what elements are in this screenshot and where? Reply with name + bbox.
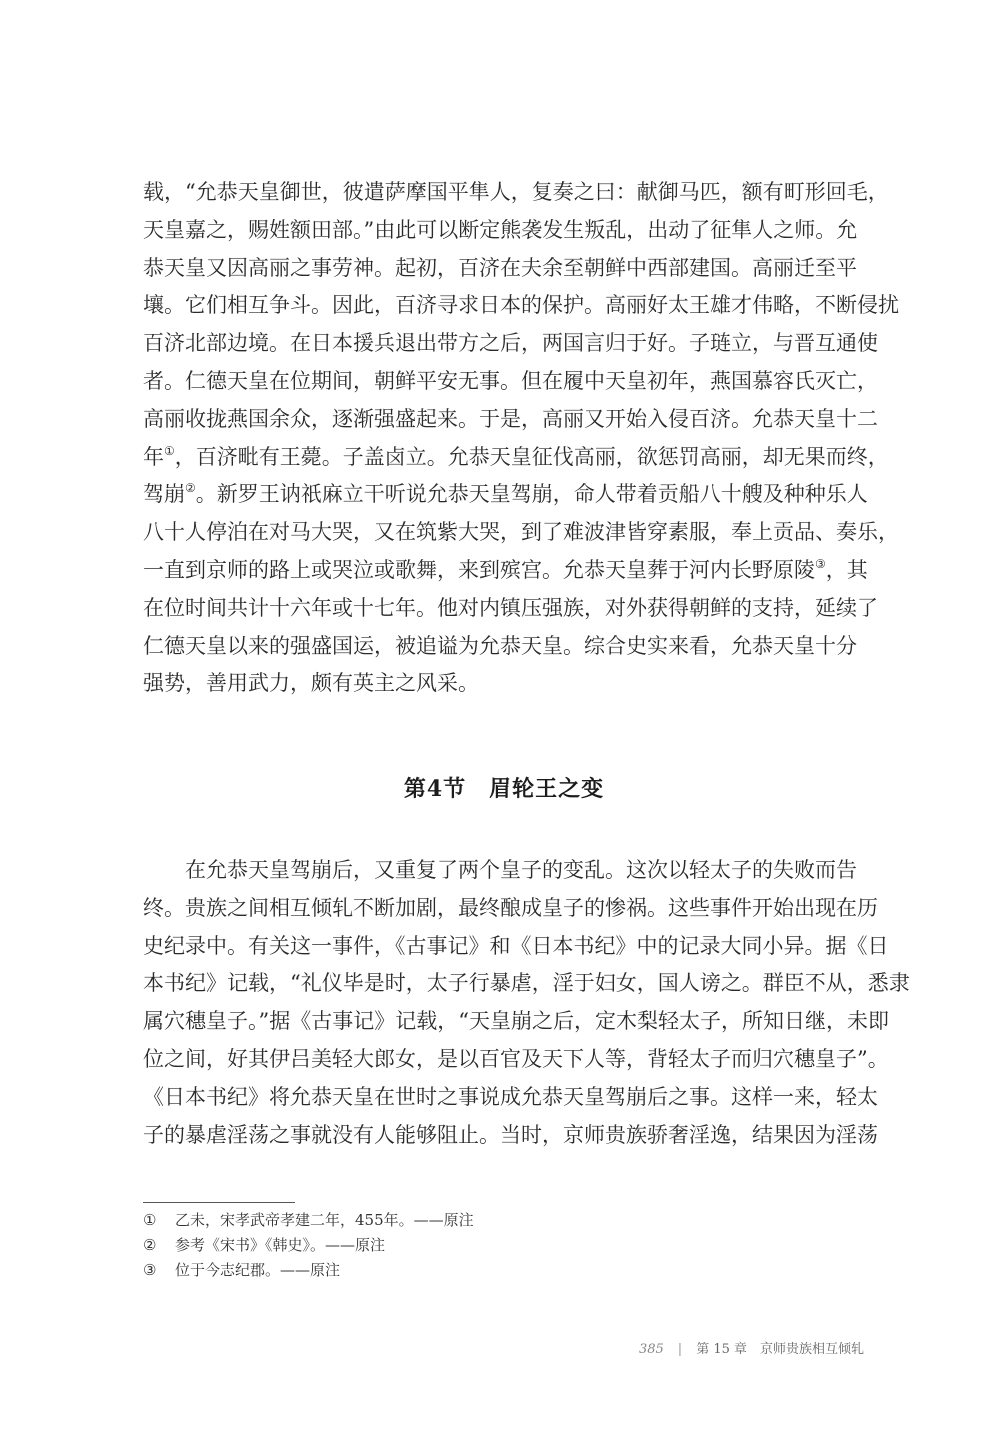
- text-line: 百济北部边境。在日本援兵退出带方之后，两国言归于好。子琏立，与晋互通使: [143, 331, 878, 356]
- footer-separator: |: [677, 1342, 683, 1357]
- page-footer: [639, 1338, 864, 1357]
- text-line: 载，“允恭天皇御世，彼遣萨摩国平隼人，复奏之曰：献御马匹，额有町形回毛，: [143, 180, 889, 204]
- text-line: 壤。它们相互争斗。因此，百济寻求日本的保护。高丽好太王雄才伟略，不断侵扰: [143, 293, 899, 318]
- text-line: 位之间，好其伊吕美轻大郎女，是以百官及天下人等，背轻太子而归穴穗皇子”。: [143, 1046, 889, 1071]
- text-line: [143, 552, 868, 590]
- footnote-2: [143, 1233, 865, 1258]
- section-title: 第4节 眉轮王之变: [403, 776, 605, 802]
- paragraph-2: [143, 852, 910, 1154]
- text-fragment: 驾崩: [143, 482, 185, 507]
- text-line: 在位时间共计十六年或十七年。他对内镇压强族，对外获得朝鲜的支持，延续了: [143, 595, 878, 620]
- text-line: 史纪录中。有关这一事件，《古事记》和《日本书纪》中的记录大同小异。据《日: [143, 933, 889, 958]
- text-line: 仁德天皇以来的强盛国运，被追谥为允恭天皇。综合史实来看，允恭天皇十分: [143, 633, 857, 658]
- chapter-title: 第 15 章 京师贵族相互倾轧: [696, 1342, 864, 1357]
- paragraph-1: [143, 174, 899, 703]
- text-line: 高丽收拢燕国余众，逐渐强盛起来。于是，高丽又开始入侵百济。允恭天皇十二: [143, 406, 878, 431]
- text-fragment: 年: [143, 444, 164, 469]
- footnote-ref-3[interactable]: ③: [815, 556, 826, 571]
- footnote-text: 乙未，宋孝武帝孝建二年，455年。——原注: [175, 1211, 474, 1229]
- text-fragment: ，百济毗有王薨。子盖卤立。允恭天皇征伐高丽，欲惩罚高丽，却无果而终，: [174, 444, 889, 469]
- footnote-ref-2[interactable]: ②: [185, 481, 196, 496]
- text-line: 子的暴虐淫荡之事就没有人能够阻止。当时，京师贵族骄奢淫逸，结果因为淫荡: [143, 1122, 878, 1147]
- text-line: [143, 476, 868, 514]
- text-line: 者。仁德天皇在位期间，朝鲜平安无事。但在履中天皇初年，燕国慕容氏灭亡，: [143, 368, 878, 393]
- text-fragment: 一直到京师的路上或哭泣或歌舞，来到殡宫。允恭天皇葬于河内长野原陵: [143, 557, 815, 582]
- text-line: [143, 439, 889, 477]
- footnotes: [143, 1208, 865, 1283]
- text-line: 天皇嘉之，赐姓额田部。”由此可以断定熊袭发生叛乱，出动了征隼人之师。允: [143, 217, 858, 242]
- footnote-divider: [143, 1202, 295, 1203]
- footnote-ref-1[interactable]: ①: [164, 443, 175, 458]
- footnote-mark: ③: [143, 1261, 157, 1279]
- page-number: 385: [638, 1342, 664, 1357]
- footnote-text: 参考《宋书》《韩史》。——原注: [175, 1236, 386, 1254]
- text-line: 属穴穗皇子。”据《古事记》记载，“天皇崩之后，定木梨轻太子，所知日继，未即: [143, 1009, 889, 1034]
- footnote-mark: ①: [143, 1211, 157, 1229]
- text-line: 在允恭天皇驾崩后，又重复了两个皇子的变乱。这次以轻太子的失败而告: [185, 858, 857, 882]
- footnote-3: [143, 1258, 865, 1283]
- footnote-1: [143, 1208, 865, 1233]
- text-line: 强势，善用武力，颇有英主之风采。: [143, 671, 479, 696]
- text-line: 八十人停泊在对马大哭，又在筑紫大哭，到了难波津皆穿素服，奉上贡品、奏乐，: [143, 520, 899, 545]
- text-line: 恭天皇又因高丽之事劳神。起初，百济在夫余至朝鲜中西部建国。高丽迁至平: [143, 255, 857, 280]
- text-line: 本书纪》记载，“礼仪毕是时，太子行暴虐，淫于妇女，国人谤之。群臣不从，悉隶: [143, 971, 910, 996]
- text-fragment: ，其: [825, 557, 868, 582]
- text-line: 《日本书纪》将允恭天皇在世时之事说成允恭天皇驾崩后之事。这样一来，轻太: [143, 1084, 878, 1109]
- footnote-mark: ②: [143, 1236, 157, 1254]
- text-line: 终。贵族之间相互倾轧不断加剧，最终酿成皇子的惨祸。这些事件开始出现在历: [143, 895, 878, 920]
- text-fragment: 。新罗王讷祇麻立干听说允恭天皇驾崩，命人带着贡船八十艘及种种乐人: [195, 482, 868, 507]
- footnote-text: 位于今志纪郡。——原注: [175, 1261, 341, 1279]
